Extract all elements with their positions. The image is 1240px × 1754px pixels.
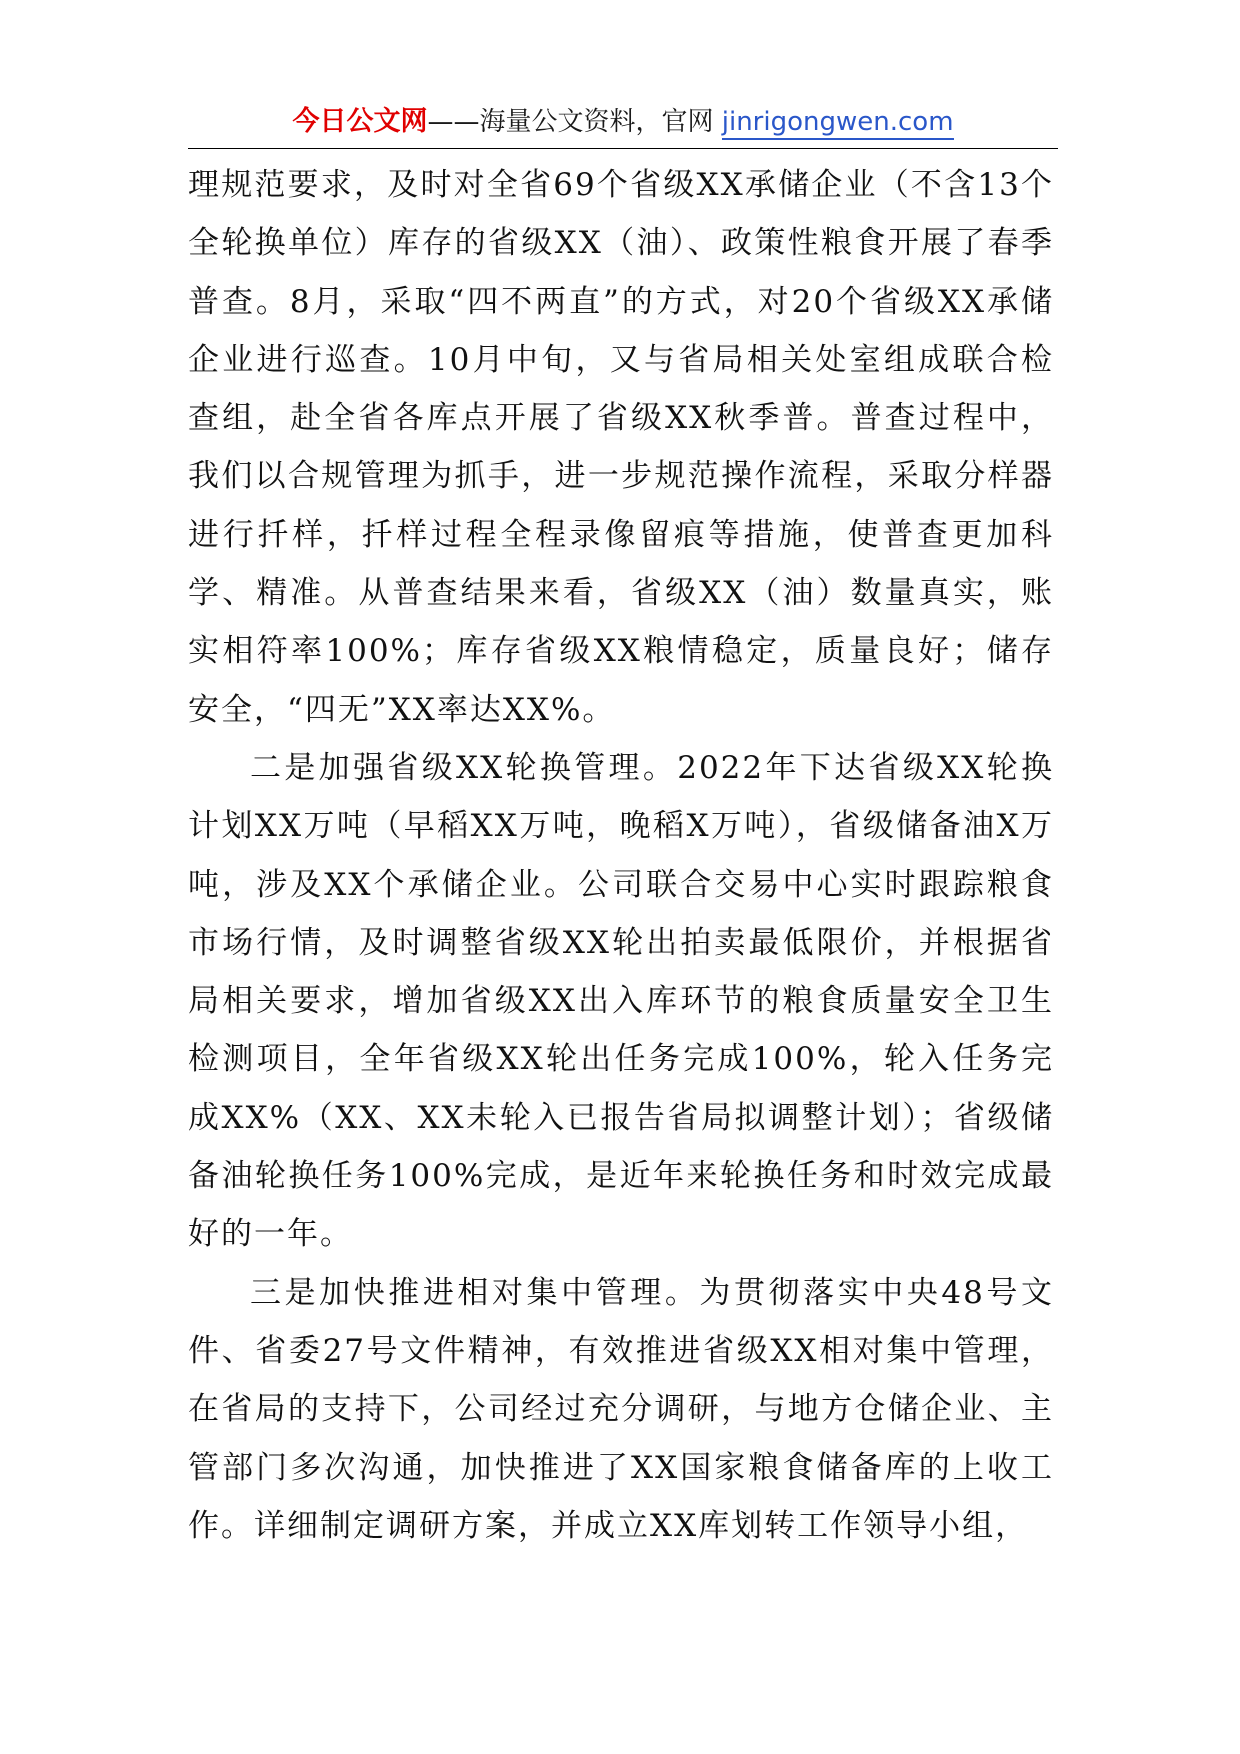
paragraph-1: 理规范要求，及时对全省69个省级XX承储企业（不含13个全轮换单位）库存的省级XX（油）、政策性粮食开展了春季普查。8月，采取“四不两直”的方式，对20个省级XX承储企业进行巡查。10月中旬，又与省局相关处室组成联合检查组，赴全省各库点开展了省级XX秋季普。普查过程中，我们以合规管理为抓手，进一步规范操作流程，采取分样器进行扦样，扦样过程全程录像留痕等措施，使普查更加科学、精准。从普查结果来看，省级XX（油）数量真实，账实相符率100%；库存省级XX粮情稳定，质量良好；储存安全，“四无”XX率达XX%。 bbox=[188, 167, 1054, 728]
paragraph-3: 三是加快推进相对集中管理。为贯彻落实中央48号文件、省委27号文件精神，有效推进省级XX相对集中管理，在省局的支持下，公司经过充分调研，与地方仓储企业、主管部门多次沟通，加快推进了XX国家粮食储备库的上收工作。详细制定调研方案，并成立XX库划转工作领导小组， bbox=[188, 1274, 1054, 1544]
header-divider bbox=[188, 148, 1058, 149]
header-brand: 今日公文网 bbox=[292, 106, 428, 137]
header-tagline: ——海量公文资料，官网 bbox=[427, 107, 722, 137]
paragraph-2: 二是加强省级XX轮换管理。2022年下达省级XX轮换计划XX万吨（早稻XX万吨，晚稻X万吨），省级储备油X万吨，涉及XX个承储企业。公司联合交易中心实时跟踪粮食市场行情，及时调整省级XX轮出拍卖最低限价，并根据省局相关要求，增加省级XX出入库环节的粮食质量安全卫生检测项目，全年省级XX轮出任务完成100%，轮入任务完成XX%（XX、XX未轮入已报告省局拟调整计划）；省级储备油轮换任务100%完成，是近年来轮换任务和时效完成最好的一年。 bbox=[188, 749, 1054, 1253]
header-url-link[interactable]: jinrigongwen.com bbox=[722, 107, 954, 140]
page-header bbox=[188, 102, 1058, 142]
document-body bbox=[188, 156, 1054, 1555]
